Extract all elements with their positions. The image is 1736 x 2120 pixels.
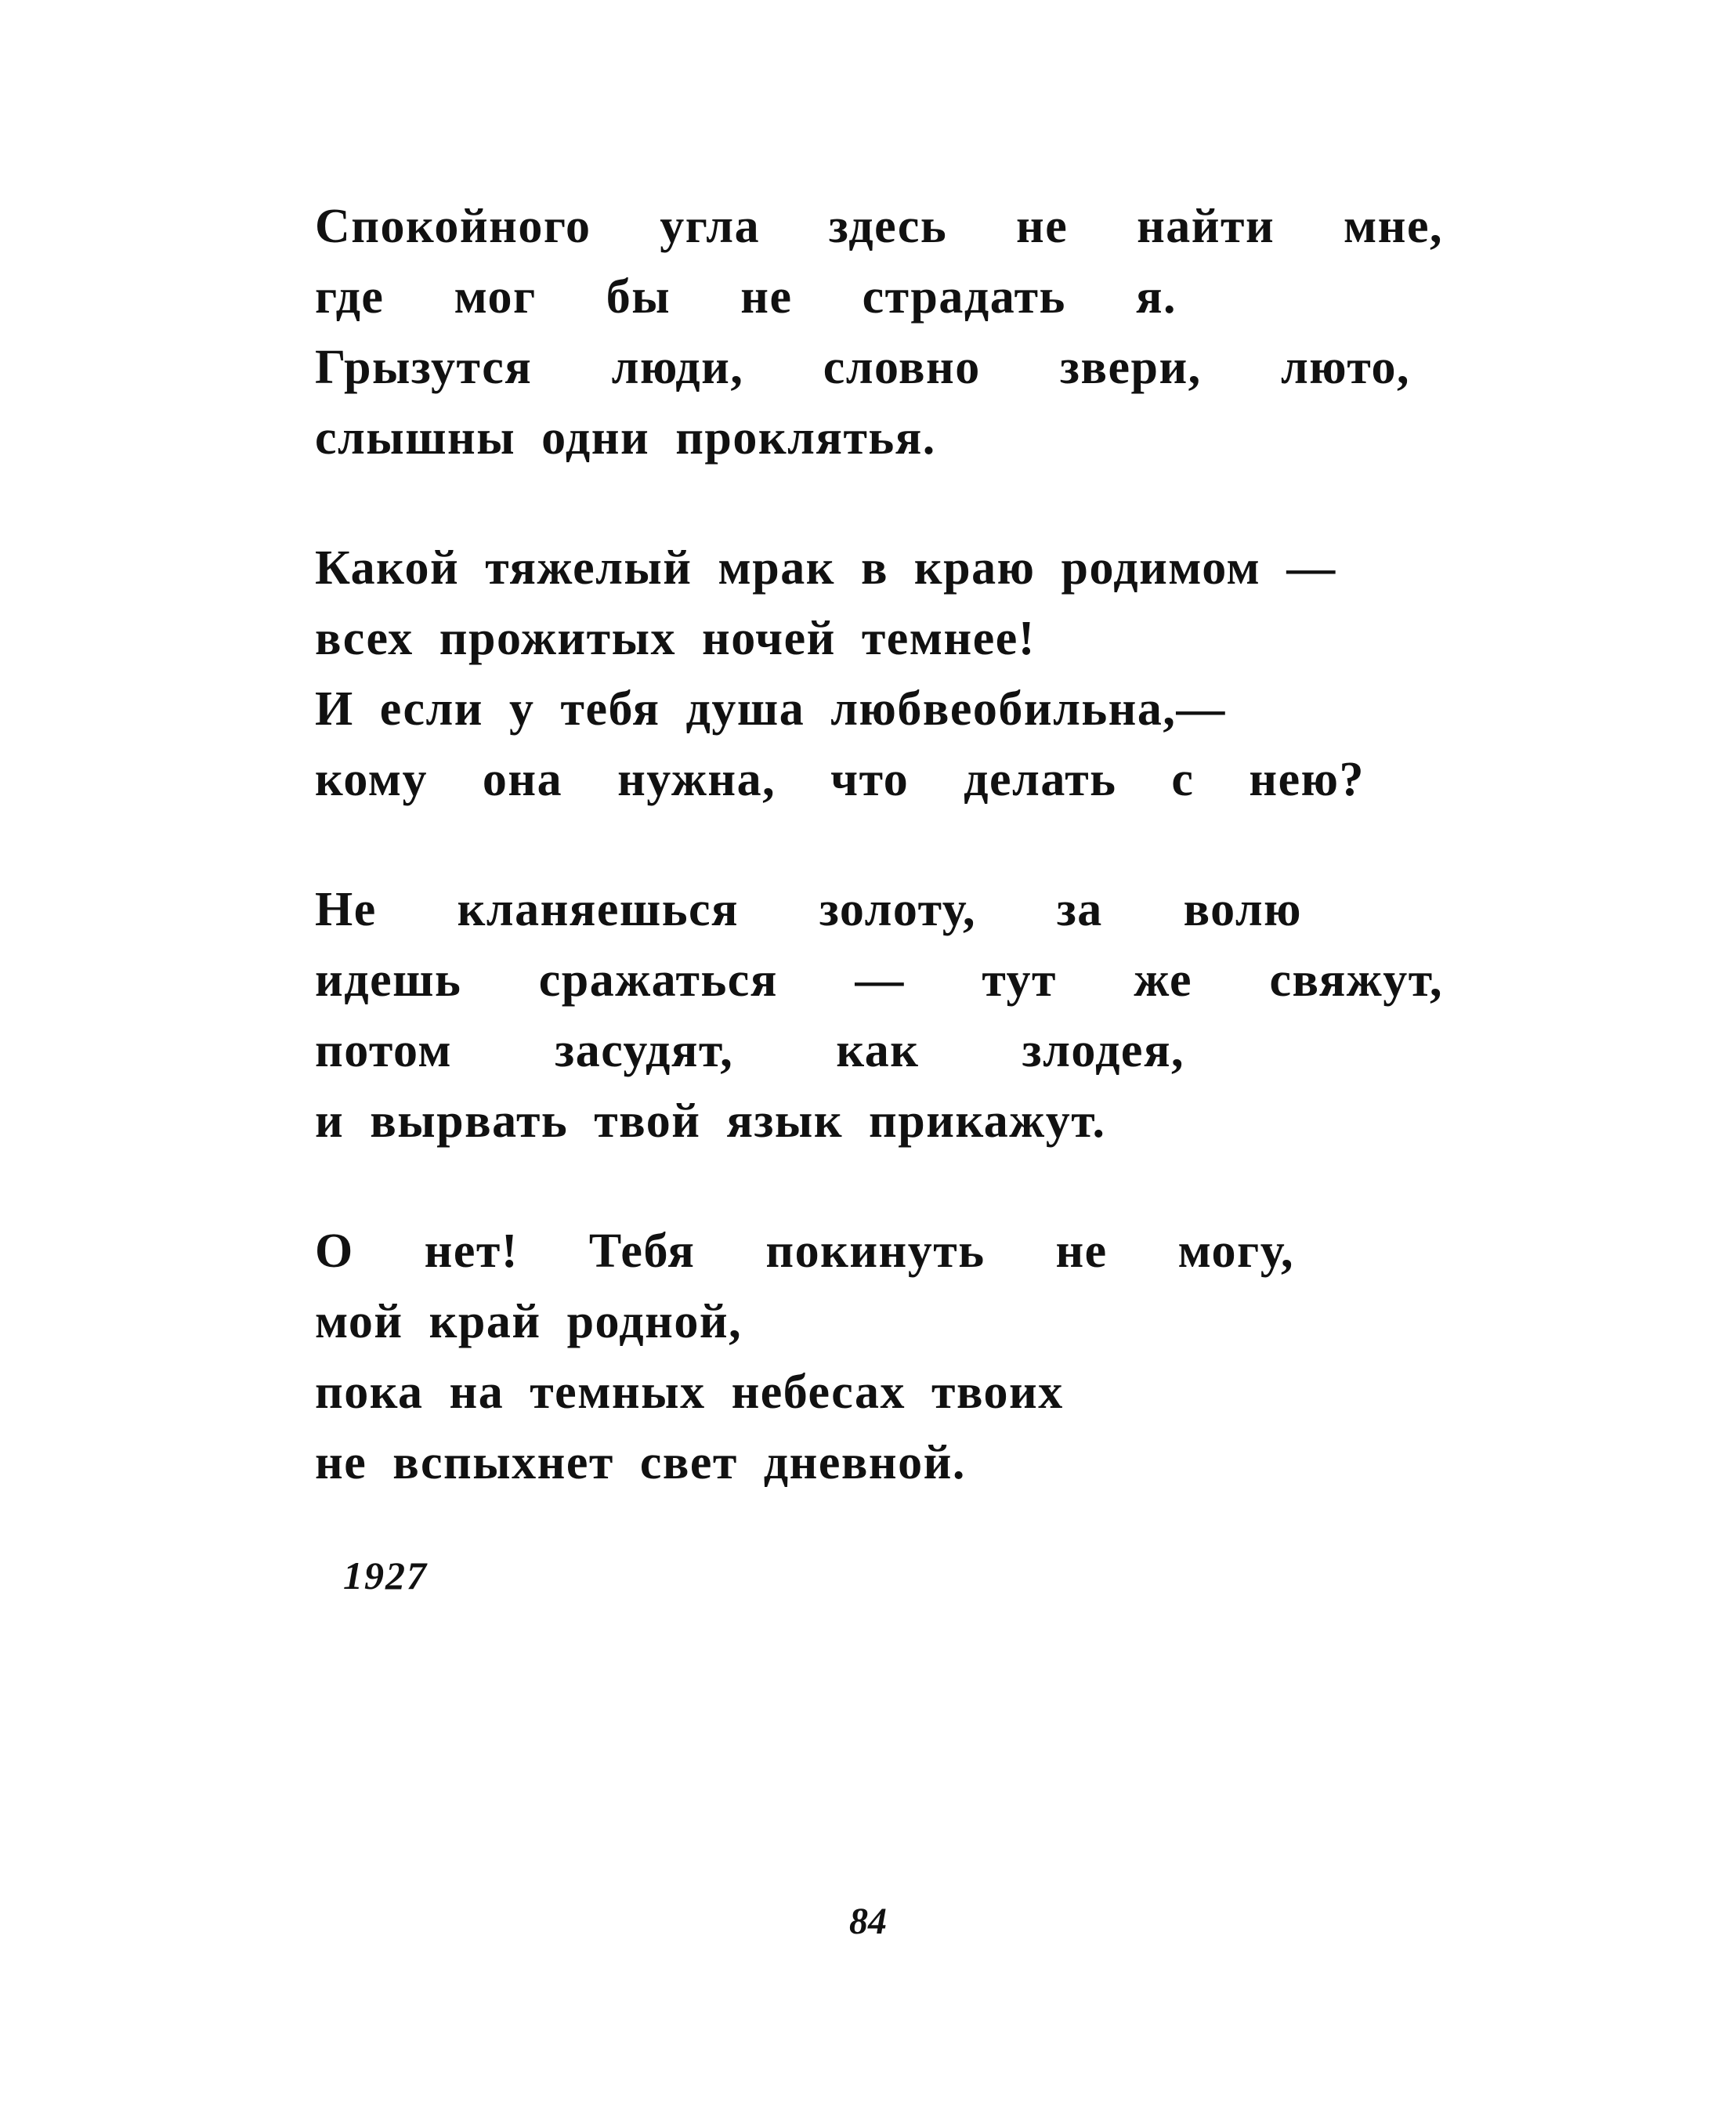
page-number: 84 bbox=[849, 1901, 887, 1942]
poem-line: О нет! Тебя покинуть не могу, bbox=[315, 1225, 1294, 1278]
poem-line: Грызутся люди, словно звери, люто, bbox=[315, 341, 1410, 394]
poem-line: мой край родной, bbox=[315, 1295, 743, 1348]
poem-line: потом засудят, как злодея, bbox=[315, 1024, 1184, 1077]
poem-line: где мог бы не страдать я. bbox=[315, 270, 1177, 324]
poem-stanza-4 bbox=[315, 1216, 1459, 1498]
poem-line: кому она нужна, что делать с нею? bbox=[315, 753, 1365, 806]
poem-stanza-3 bbox=[315, 874, 1459, 1156]
poem-stanza-2 bbox=[315, 533, 1459, 815]
poem-line: и вырвать твой язык прикажут. bbox=[315, 1094, 1106, 1148]
poem-stanza-1 bbox=[315, 191, 1459, 473]
poem-year: 1927 bbox=[343, 1554, 428, 1597]
poem-line: всех прожитых ночей темнее! bbox=[315, 612, 1036, 665]
poem-line: пока на темных небесах твоих bbox=[315, 1366, 1064, 1419]
poem-line: Не кланяешься золоту, за волю bbox=[315, 883, 1302, 936]
poem-line: Какой тяжелый мрак в краю родимом — bbox=[315, 541, 1336, 595]
poem-line: не вспыхнет свет дневной. bbox=[315, 1436, 966, 1489]
poem-line: Спокойного угла здесь не найти мне, bbox=[315, 200, 1443, 253]
poem-line: слышны одни проклятья. bbox=[315, 411, 936, 465]
poem-line: И если у тебя душа любвеобильна,— bbox=[315, 682, 1226, 736]
poem-line: идешь сражаться — тут же свяжут, bbox=[315, 953, 1443, 1007]
